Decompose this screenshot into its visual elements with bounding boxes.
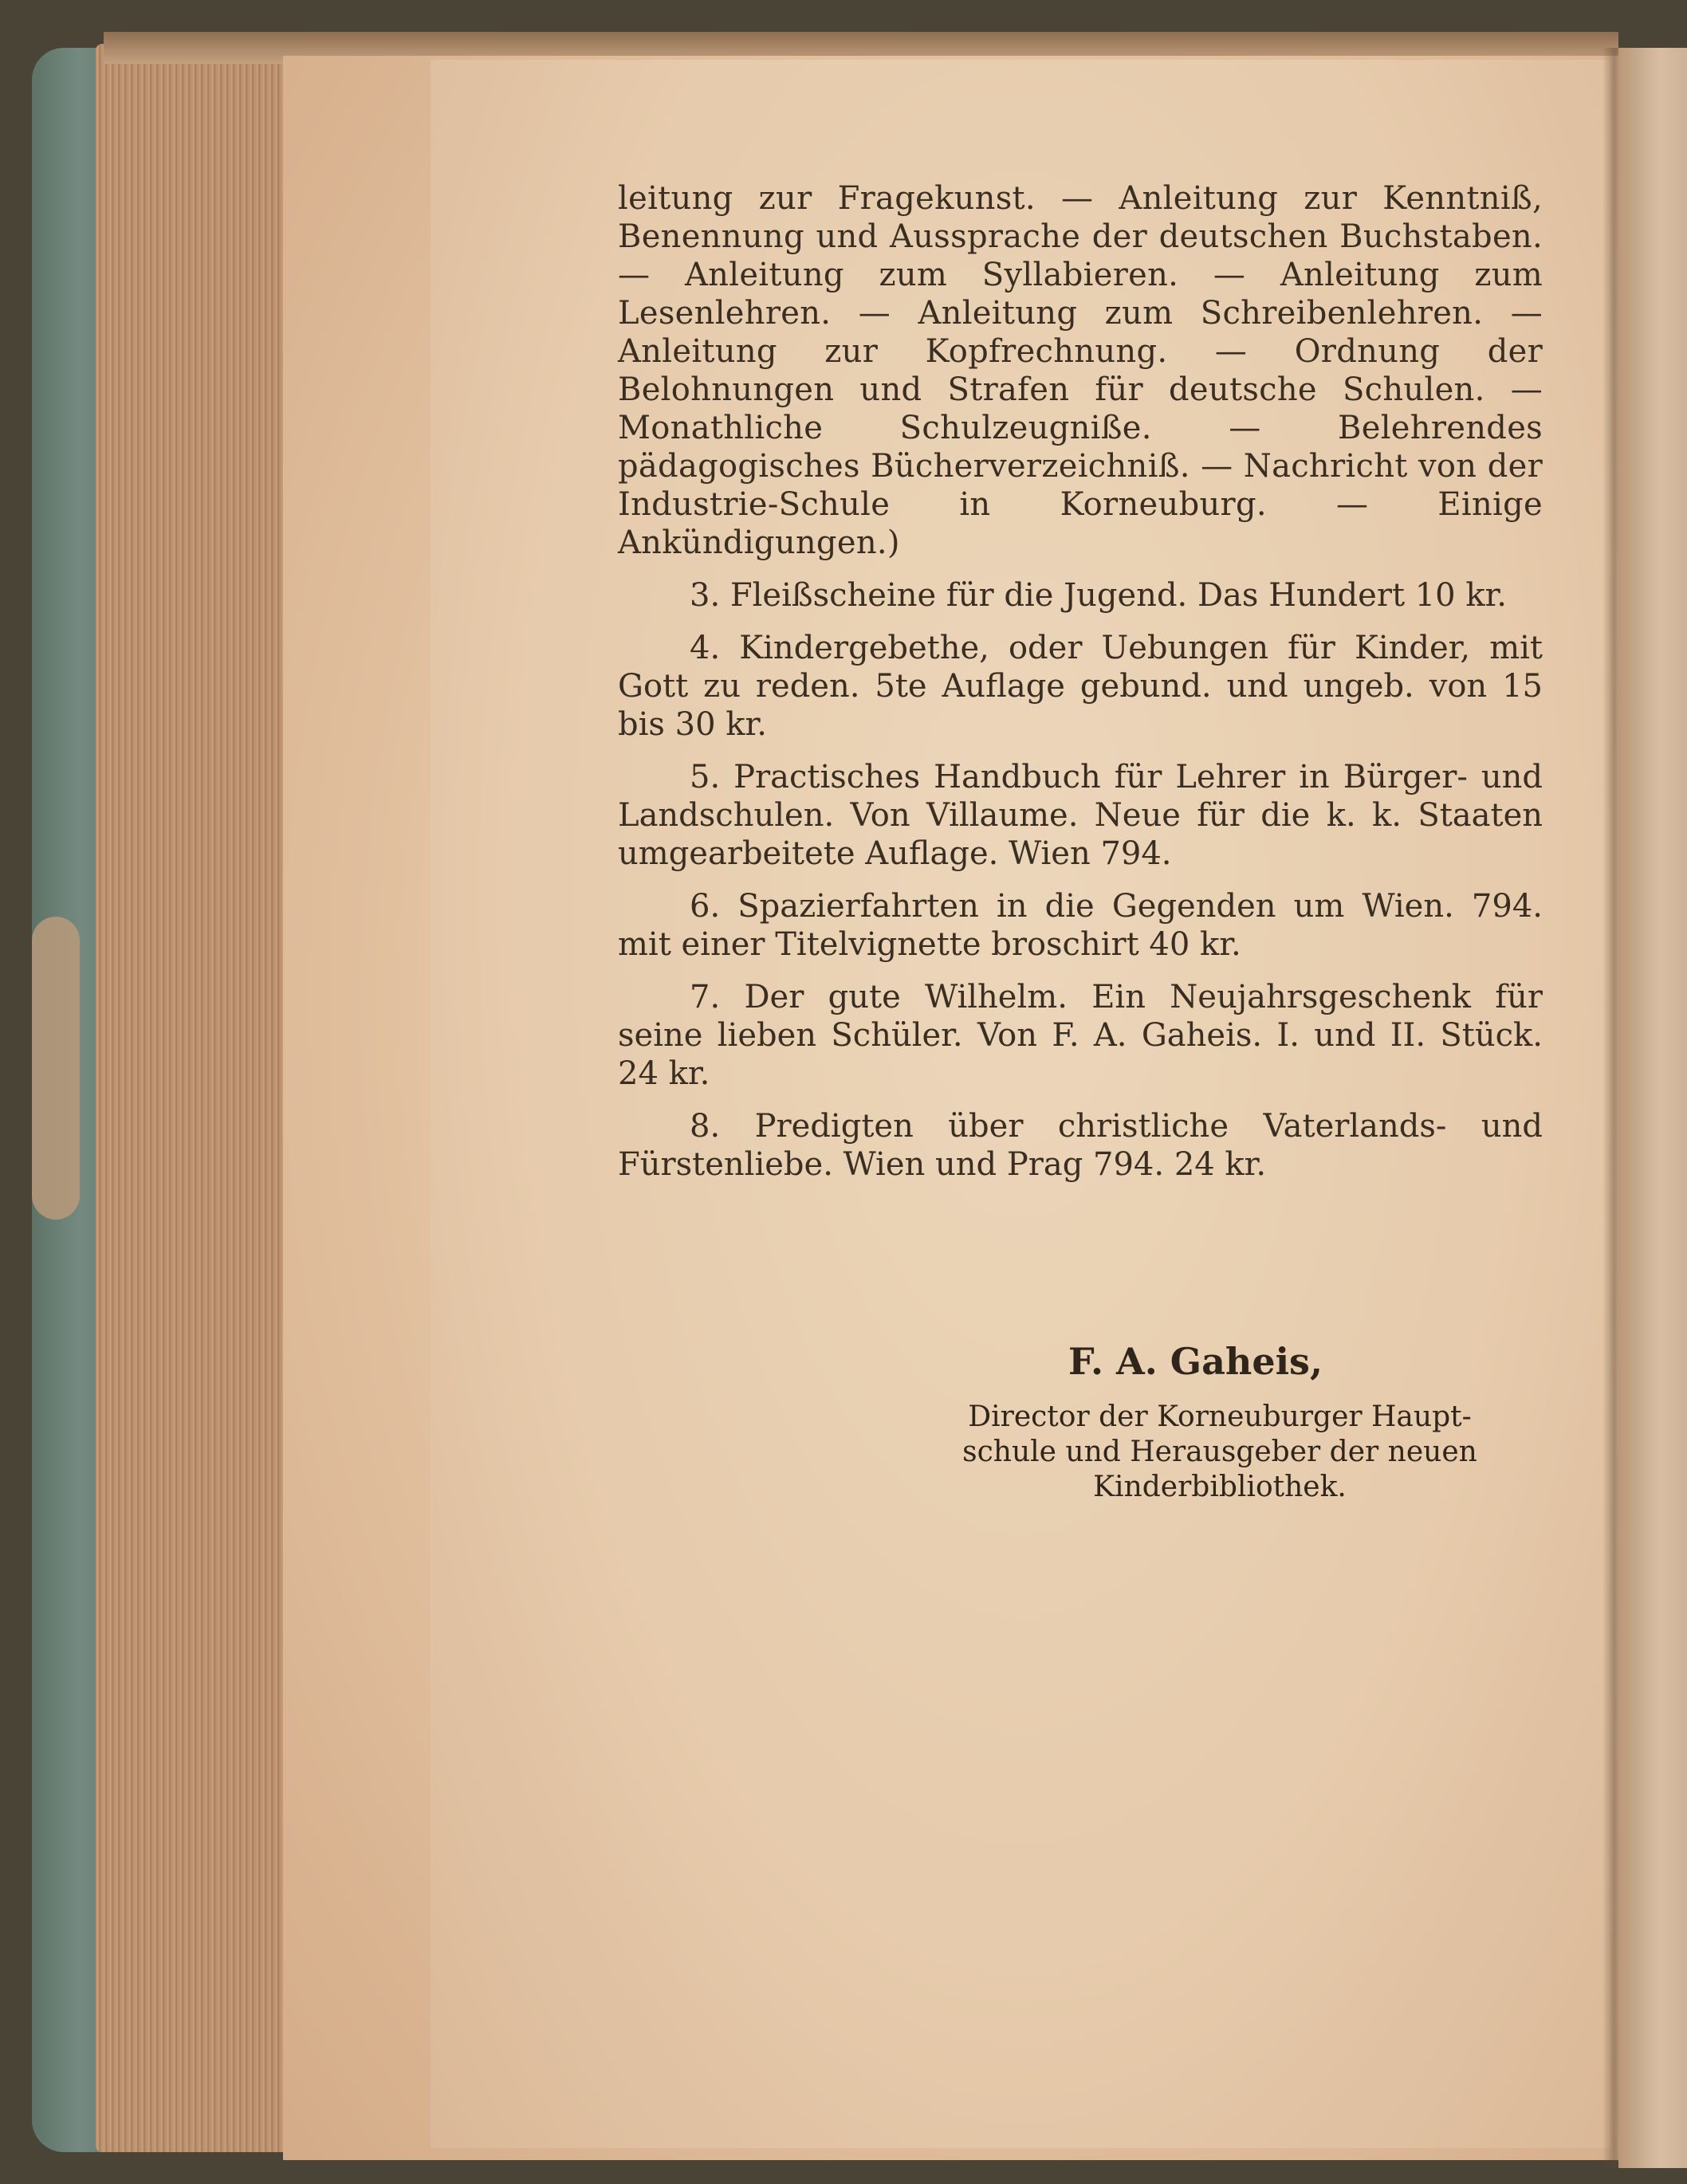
signature-block	[909, 1339, 1531, 1505]
list-item: 7. Der gute Wilhelm. Ein Neujahrsgeschenk für seine lieben Schüler. Von F. A. Gaheis. I. und II. Stück. 24 kr.	[618, 979, 1543, 1092]
list-item: 8. Predigten über christliche Vaterlands- und Fürstenliebe. Wien und Prag 794. 24 kr.	[618, 1108, 1543, 1183]
text-block	[618, 179, 1543, 1198]
list-item: 6. Spazierfahrten in die Gegenden um Wien. 794. mit einer Titelvignette broschirt 40 kr.	[618, 888, 1543, 963]
list-item: 3. Fleißscheine für die Jugend. Das Hundert 10 kr.	[690, 577, 1508, 614]
list-item: 5. Practisches Handbuch für Lehrer in Bürger- und Landschulen. Von Villaume. Neue für die k. k. Staaten umgearbeitete Auflage. Wien 794.	[618, 759, 1543, 872]
signature-title-line: Director der Korneuburger Haupt-	[968, 1400, 1472, 1433]
signature-title-line: Kinderbibliothek.	[1093, 1471, 1347, 1503]
facing-page-edge	[1618, 48, 1687, 2168]
signature-title-line: schule und Herausgeber der neuen	[962, 1436, 1477, 1468]
list-item: 4. Kindergebethe, oder Uebungen für Kinder, mit Gott zu reden. 5te Auflage gebund. und ungeb. von 15 bis 30 kr.	[618, 630, 1543, 743]
intro-paragraph: leitung zur Fragekunst. — Anleitung zur Kenntniß, Benennung und Aussprache der deutschen Buchstaben. — Anleitung zum Syllabieren. — Anleitung zum Lesenlehren. — Anleitung zum Schreibenlehren. — Anleitung zur Kopfrechnung. — Ordnung der Belohnungen und Strafen für deutsche Schulen. — Monathliche Schulzeugniße. — Belehrendes pädagogisches Bücherverzeichniß. — Nachricht von der Industrie-Schule in Korneuburg. — Einige Ankündigungen.)	[618, 180, 1543, 561]
signature-title	[909, 1400, 1531, 1505]
cover-wear-mark	[32, 917, 80, 1220]
signature-name: F. A. Gaheis,	[1068, 1340, 1323, 1383]
page-edges	[96, 44, 295, 2152]
